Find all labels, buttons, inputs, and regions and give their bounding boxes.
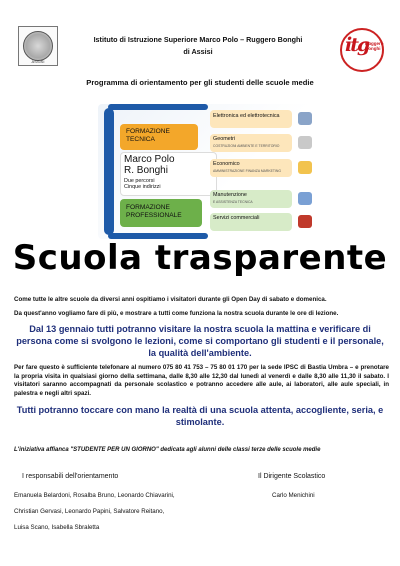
orientation-names-3: Luisa Scano, Isabella Sbraletta (14, 524, 100, 531)
school-name-line-1: Marco Polo (124, 154, 175, 165)
formazione-professionale-label: FORMAZIONE PROFESSIONALE (126, 204, 182, 219)
compass-icon (298, 136, 312, 149)
item-geometri-note: COSTRUZIONI AMBIENTE E TERRITORIO (213, 144, 280, 148)
paragraph-booking: Per fare questo è sufficiente telefonare al numero 075 80 41 753 – 75 80 01 170 per la sede IPSC di Bastia Umbra – e prenotare la propria visita in qualsiasi giorno della settimana, dalle 8,30 alle 12,30 dal lunedì al venerdì e dalle 8,30 alle 11,30 il sabato. I visitatori saranno accompagnati da personale scolastico e potranno accedere alle aule, ai laboratori, alle aule speciali, in palestra e negli altri spazi. (14, 364, 389, 397)
institute-line-2: di Assisi (183, 47, 213, 56)
itg-logo-icon (338, 26, 386, 72)
orientation-names-2: Christian Gervasi, Leonardo Papini, Salvatore Reitano, (14, 508, 165, 515)
graphic-sub-1: Due percorsi (124, 178, 155, 184)
highlight-reality: Tutti potranno toccare con mano la realtà di una scuola attenta, accogliente, seria, e stimolante. (16, 405, 384, 428)
itg-logo-caption: Ruggero Bonghi (365, 41, 384, 51)
principal-name: Carlo Menichini (272, 492, 315, 499)
school-paths-graphic (98, 104, 318, 239)
institute-name (62, 34, 334, 58)
seal-caption: ASSISI (31, 59, 45, 64)
initiative-note: L'iniziativa affianca "STUDENTE PER UN GIORNO" dedicata agli alunni delle classi terze delle scuole medie (14, 447, 321, 453)
wrench-icon (298, 192, 312, 205)
item-elettronica: Elettronica ed elettrotecnica (213, 113, 280, 119)
cart-icon (298, 215, 312, 228)
item-economico: Economico (213, 161, 240, 167)
institute-line-1: Istituto di Istruzione Superiore Marco Polo – Ruggero Bonghi (93, 35, 303, 44)
graphic-sub-2: Cinque indirizzi (124, 184, 161, 190)
item-economico-note: AMMINISTRAZIONE FINANZA MARKETING (213, 169, 282, 173)
item-manutenzione: Manutenzione (213, 192, 247, 198)
item-servizi: Servizi commerciali (213, 215, 260, 221)
electronics-icon (298, 112, 312, 125)
paragraph-this-year: Da quest'anno vogliamo fare di più, e mostrare a tutti come funziona la nostra scuola durante le ore di lezione. (14, 310, 339, 317)
orientation-names-1: Emanuela Belardoni, Rosalba Bruno, Leonardo Chiavarini, (14, 492, 175, 499)
program-title: Programma di orientamento per gli studenti delle scuole medie (86, 78, 314, 87)
school-seal-logo (18, 26, 58, 66)
school-seal-icon (23, 31, 53, 61)
item-geometri: Geometri (213, 136, 236, 142)
chart-icon (298, 161, 312, 174)
item-manutenzione-note: E ASSISTENZA TECNICA (213, 200, 253, 204)
orientation-heading: I responsabili dell'orientamento (22, 473, 119, 480)
paragraph-open-day: Come tutte le altre scuole da diversi anni ospitiamo i visitatori durante gli Open Day di sabato e domenica. (14, 296, 327, 303)
school-name-line-2: R. Bonghi (124, 165, 168, 176)
highlight-visit: Dal 13 gennaio tutti potranno visitare la nostra scuola la mattina e verificare di persona come si svolgono le lezioni, come si comportano gli studenti e il personale, la qualità dell'ambiente. (16, 324, 384, 359)
main-title: Scuola trasparente (12, 238, 388, 278)
formazione-tecnica-label: FORMAZIONE TECNICA (126, 128, 170, 143)
itg-logo-letters: itg (345, 34, 369, 56)
principal-heading: Il Dirigente Scolastico (258, 473, 326, 480)
